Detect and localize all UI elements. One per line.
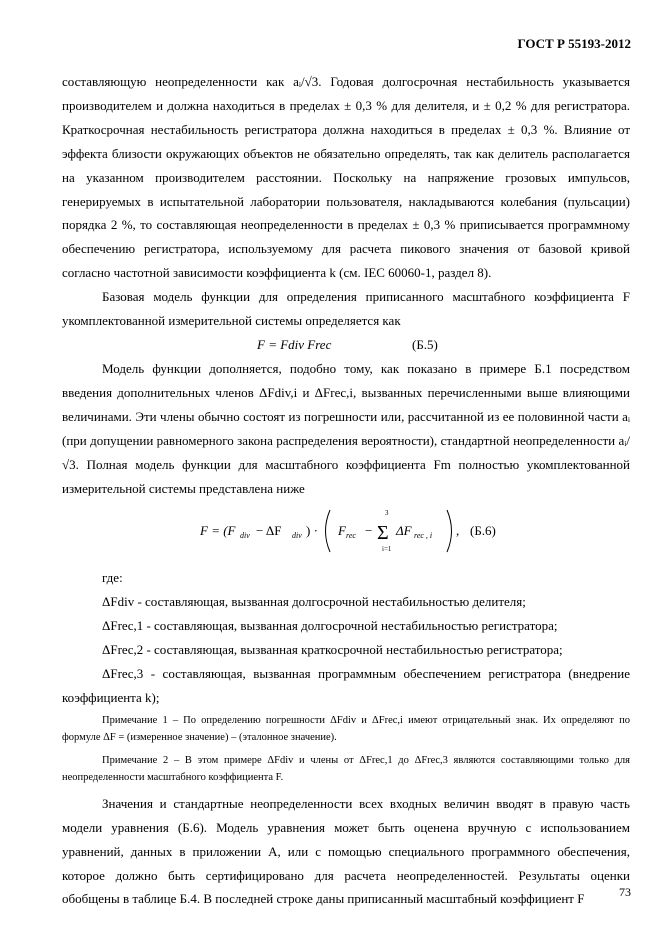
term-delta-frec-2: ΔFrec,2 - составляющая, вызванная краткосрочной нестабильностью регистратора; — [102, 642, 563, 658]
svg-text:ΔF: ΔF — [396, 523, 412, 539]
paragraph-4: Значения и стандартные неопределенности всех входных величин вводят в правую часть модели уравнения (Б.6). Модель уравнения может быть оценена вручную с использованием уравнений, данных в приложении А, или с помощью специального программного обеспечения, которое должно быть сертифицировано для расчета неопределенностей. Результаты оценки обобщены в таблице Б.4. В последней строке даны приписанный масштабный коэффициент F — [62, 795, 630, 907]
formula-b6-lhs: F = (F — [200, 523, 236, 539]
svg-text:Σ: Σ — [377, 522, 389, 545]
formula-b6-sub-rec: rec — [346, 531, 356, 541]
note-1: Примечание 1 – По определению погрешности ΔFdiv и ΔFrec,i имеют отрицательный знак. Их определяют по формуле ΔF = (измеренное значение) – (эталонное значение). — [62, 714, 630, 743]
formula-b6-sum-lower: i=1 — [382, 545, 392, 554]
term-delta-frec-3: ΔFrec,3 - составляющая, вызванная программным обеспечением регистратора (внедрение коэффициента k); — [62, 666, 630, 705]
where-label: где: — [102, 570, 123, 586]
note-2: Примечание 2 – В этом примере ΔFdiv и члены от ΔFrec,1 до ΔFrec,3 являются составляющими только для неопределенности масштабного коэффициента F. — [62, 754, 630, 783]
term-delta-fdiv: ΔFdiv - составляющая, вызванная долгосрочной нестабильностью делителя; — [102, 594, 526, 610]
formula-b6-sub-reci: rec , i — [414, 531, 433, 541]
formula-b6-sub-div-1: div — [240, 531, 250, 541]
paragraph-2: Базовая модель функции для определения приписанного масштабного коэффициента F укомплектованной измерительной системы определяется как — [62, 289, 630, 329]
formula-b6-sub-div-2: div — [292, 531, 302, 541]
page-number: 73 — [619, 885, 631, 899]
svg-text:− ΔF: − ΔF — [256, 523, 282, 539]
svg-text:−: − — [365, 523, 373, 539]
formula-b5-expression: F = Fdiv Frec — [257, 336, 332, 352]
formula-b6-number: (Б.6) — [470, 523, 496, 539]
standard-code: ГОСТ Р 55193-2012 — [517, 36, 631, 51]
formula-b6-graphic — [62, 502, 630, 560]
svg-text:,: , — [456, 523, 460, 539]
formula-b6 — [62, 502, 630, 560]
paragraph-1: составляющую неопределенности как aᵢ/√3. Годовая долгосрочная нестабильность указывается производителем и должна находиться в пределах ± 0,3 % для делителя, и ± 0,2 % для регистратора. Краткосрочная нестабильность регистратора должна находиться в пределах ± 0,3 %. Влияние от эффекта близости окружающих объектов не обязательно определять, так как делитель располагается на указанном производителем расстоянии. Поскольку на напряжение грозовых импульсов, генерируемых в испытательной лаборатории пользователя, накладываются колебания (пульсации) порядка 2 %, то составляющая неопределенности в пределах ± 0,3 % приписывается программному обеспечению регистратора, используемому для расчета пикового значения от базовой кривой согласно частотной зависимости коэффициента k (см. IEC 60060-1, раздел 8). — [62, 74, 630, 281]
paragraph-3: Модель функции дополняется, подобно тому, как показано в примере Б.1 посредством введения дополнительных членов ΔFdiv,i и ΔFrec,i, вызванных перечисленными выше влияющими величинами. Эти члены обычно состоят из погрешности или, рассчитанной из ее половинной части aᵢ (при допущении равномерного закона распределения вероятности), стандартной неопределенности aᵢ/√3. Полная модель функции для масштабного коэффициента Fm полностью укомплектованной измерительной системы представлена ниже — [62, 360, 630, 496]
svg-text:) ·: ) · — [306, 523, 318, 539]
formula-b6-sum-upper: 3 — [385, 509, 389, 518]
term-delta-frec-1: ΔFrec,1 - составляющая, вызванная долгосрочной нестабильностью регистратора; — [102, 618, 558, 634]
page-body — [62, 70, 630, 911]
formula-b5-number: (Б.5) — [412, 336, 438, 352]
formula-b5 — [62, 333, 630, 357]
svg-text:F: F — [338, 523, 346, 539]
